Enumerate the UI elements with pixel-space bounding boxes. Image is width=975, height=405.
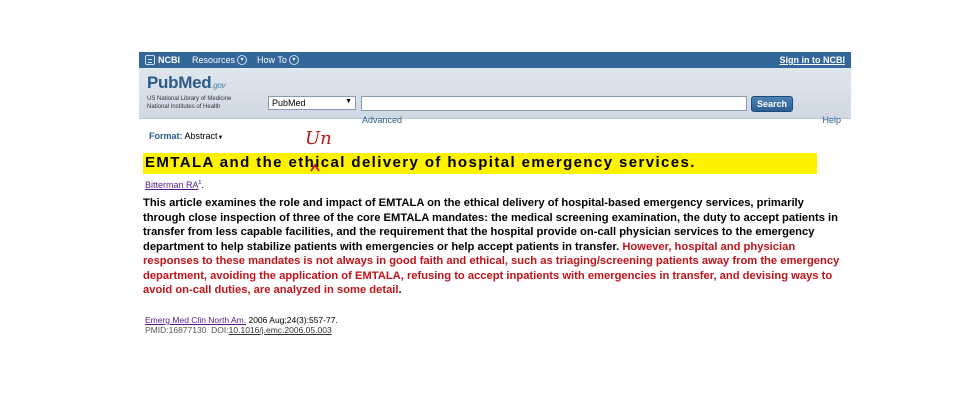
insertion-caret-icon: [310, 163, 320, 172]
journal-link[interactable]: Emerg Med Clin North Am.: [145, 315, 247, 325]
dropdown-arrow-icon: ▼: [345, 98, 352, 105]
abstract-black: This article examines the role and impact of EMTALA on the ethical delivery of hospital-based emergency services, primarily through close inspection of three of the core EMTALA mandates: the medical screening examination, the duty to accept patients in transfer from less capable facilities, and the requirement that the hospital provide on-call physician services to the emergency department to help stabilize patients with emergencies or help accept patients in transfer.: [143, 197, 838, 253]
handwritten-annotation: Un: [305, 128, 332, 149]
advanced-search-link[interactable]: Advanced: [362, 115, 403, 125]
pubmed-logo-word: PubMed: [147, 73, 212, 92]
logo-subtitle-1: US National Library of Medicine: [147, 96, 232, 102]
doi-link[interactable]: 10.1016/j.emc.2006.05.003: [228, 325, 332, 335]
doi-label: DOI:: [211, 325, 229, 335]
pubmed-page: [139, 52, 851, 125]
author-link[interactable]: Bitterman RA: [145, 180, 199, 190]
howto-label: How To: [257, 55, 287, 65]
database-select-value: PubMed: [272, 98, 306, 108]
abstract-text: [143, 196, 843, 298]
ncbi-logo-text: NCBI: [158, 55, 180, 65]
author-affiliation[interactable]: 1: [198, 180, 202, 186]
chevron-down-icon: ▾: [289, 55, 299, 65]
citation-line: [145, 315, 338, 325]
search-input[interactable]: [361, 96, 747, 111]
howto-menu[interactable]: [257, 55, 299, 65]
article-title: [143, 153, 817, 174]
pubmed-logo[interactable]: [147, 74, 231, 111]
search-band: [139, 68, 851, 125]
resources-label: Resources: [192, 55, 236, 65]
database-select[interactable]: [268, 96, 356, 110]
chevron-down-icon: ▾: [237, 55, 247, 65]
sign-in-link[interactable]: Sign in to NCBI: [779, 55, 845, 65]
abstract-red: However, hospital and physician responses to these mandates is not always in good faith and ethical, such as triaging/screening patients away from the emergency department, avoiding the application of EMTALA, refusing to accept inpatients with emergencies in transfer, and devising ways to avoid on-call duties, are analyzed in some detail: [143, 240, 840, 296]
ncbi-top-bar: [139, 52, 851, 68]
pubmed-logo-gov: .gov: [211, 81, 226, 90]
search-button[interactable]: Search: [751, 96, 793, 112]
pmid: PMID:16877130: [145, 325, 207, 335]
format-value: Abstract: [184, 131, 218, 141]
logo-subtitle-2: National Institutes of Health: [147, 104, 221, 110]
identifier-line: [145, 325, 332, 335]
abstract-end: .: [398, 284, 402, 296]
ncbi-logo[interactable]: [145, 55, 180, 65]
citation-details: 2006 Aug;24(3):557-77.: [248, 315, 338, 325]
caret-down-icon: ▼: [217, 135, 224, 141]
format-selector[interactable]: [149, 131, 223, 141]
article-title-text: EMTALA and the ethical delivery of hospital emergency services.: [145, 154, 696, 171]
help-link[interactable]: Help: [822, 115, 841, 125]
resources-menu[interactable]: [192, 55, 247, 65]
ncbi-logo-icon: [145, 55, 155, 65]
author-line: Bitterman $RA^1$.: [145, 180, 204, 190]
format-label: Format:: [149, 131, 183, 141]
